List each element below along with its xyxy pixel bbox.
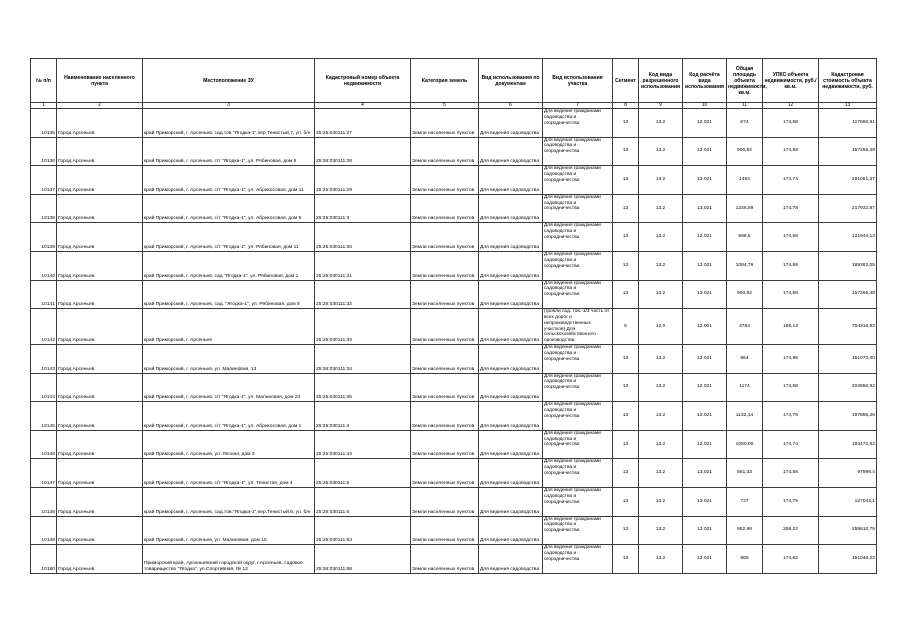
location-address: край Приморский, г. Арсеньев, ул. Малиновая, 13 — [143, 344, 315, 373]
plot-use: (гробли сад. тов.-1/3 часть от всех дорог и непроизводственных участков) Для сельскохозяйственного производства — [543, 309, 613, 345]
column-header: Код расчёта вида использования — [683, 59, 727, 103]
column-header: № п/п — [31, 59, 57, 103]
area: 900,82 — [727, 280, 763, 309]
column-header: Сегмент — [613, 59, 639, 103]
settlement-name: Город Арсеньев — [57, 430, 143, 459]
upks-value: 174,75 — [763, 487, 819, 516]
table-row — [31, 166, 877, 195]
upks-value: 174,79 — [763, 402, 819, 431]
cadastral-value: 189382,05 — [819, 251, 877, 280]
segment: 6 — [613, 309, 639, 345]
header-row — [31, 59, 877, 103]
register-sheet — [30, 58, 876, 574]
plot-use: Для ведения гражданами садоводства и огородничества — [543, 344, 613, 373]
land-category: Земли населенных пунктов — [411, 280, 479, 309]
calculation-code: 12.001 — [683, 309, 727, 345]
cadastral-number: 25:26:030111:6 — [315, 487, 411, 516]
row-number: 10143 — [31, 344, 57, 373]
calculation-code: 13.021 — [683, 373, 727, 402]
cadastral-number: 25:26:030111:3 — [315, 194, 411, 223]
land-category: Земли населенных пунктов — [411, 516, 479, 545]
settlement-name: Город Арсеньев — [57, 373, 143, 402]
row-number: 10144 — [31, 373, 57, 402]
column-number: 2 — [57, 103, 143, 109]
land-category: Земли населенных пунктов — [411, 251, 479, 280]
segment: 13 — [613, 430, 639, 459]
land-category: Земли населенных пунктов — [411, 194, 479, 223]
land-category: Земли населенных пунктов — [411, 402, 479, 431]
column-number: 13 — [819, 103, 877, 109]
plot-use: Для ведения гражданами садоводства и огородничества — [543, 459, 613, 488]
location-address: край Приморский, г. Арсеньев, сад. "Ягодка-1", ул. Рябиновая, дом 8 — [143, 280, 315, 309]
upks-value: 174,78 — [763, 194, 819, 223]
column-number: 5 — [411, 103, 479, 109]
permitted-use-code: 13.2 — [639, 166, 683, 195]
cadastral-value: 217932,87 — [819, 194, 877, 223]
area: 561,33 — [727, 459, 763, 488]
segment: 13 — [613, 459, 639, 488]
cadastral-number: 25:26:030111:34 — [315, 344, 411, 373]
row-number: 10135 — [31, 109, 57, 138]
use-by-documents: Для ведения садоводства — [479, 373, 543, 402]
cadastral-number: 25:26:030111:27 — [315, 109, 411, 138]
settlement-name: Город Арсеньев — [57, 402, 143, 431]
location-address: край Приморский, г. Арсеньев, с/т "Ягодка-1", ул. Абрикосовая, дом 5 — [143, 194, 315, 223]
permitted-use-code: 13.2 — [639, 344, 683, 373]
use-by-documents: Для ведения садоводства — [479, 344, 543, 373]
permitted-use-code: 13.2 — [639, 280, 683, 309]
column-number: 3 — [143, 103, 315, 109]
plot-use: Для ведения гражданами садоводства и огородничества — [543, 487, 613, 516]
settlement-name: Город Арсеньев — [57, 194, 143, 223]
use-by-documents: Для ведения садоводства — [479, 194, 543, 223]
cadastral-number: 25:26:030111:30 — [315, 223, 411, 252]
settlement-name: Город Арсеньев — [57, 487, 143, 516]
calculation-code: 13.021 — [683, 137, 727, 166]
calculation-code: 13.021 — [683, 223, 727, 252]
upks-value: 174,58 — [763, 109, 819, 138]
column-header: Кадастровый номер объекта недвижимости — [315, 59, 411, 103]
calculation-code: 13.021 — [683, 344, 727, 373]
area: 1084,76 — [727, 251, 763, 280]
cadastral-number: 25:26:030111:28 — [315, 137, 411, 166]
cadastral-number: 25:26:030111:31 — [315, 251, 411, 280]
cadastral-number: 25:26:030111:63 — [315, 516, 411, 545]
settlement-name: Город Арсеньев — [57, 109, 143, 138]
row-number: 10148 — [31, 487, 57, 516]
location-address: край Приморский, г. Арсеньев, сад.тов "Ягодка-1",пер Тенистый,7, ул. б/н — [143, 109, 315, 138]
segment: 13 — [613, 223, 639, 252]
plot-use: Для ведения гражданами садоводства и огородничества — [543, 223, 613, 252]
column-header: Общая площадь объекта недвижимости, кв.м. — [727, 59, 763, 103]
location-address: край Приморский, г. Арсеньев, с/т "Ягодка-1", ул. Абрикосовая, дом 1 — [143, 402, 315, 431]
segment: 13 — [613, 516, 639, 545]
land-category: Земли населенных пунктов — [411, 309, 479, 345]
column-header: УПКС объекта недвижимости, руб./кв.м. — [763, 59, 819, 103]
area: 1494 — [727, 166, 763, 195]
cadastral-number: 25:26:030111:32 — [315, 280, 411, 309]
cadastral-value: 183472,52 — [819, 430, 877, 459]
plot-use: Для ведения гражданами садоводства и огородничества — [543, 545, 613, 574]
permitted-use-code: 13.2 — [639, 487, 683, 516]
permitted-use-code: 13.2 — [639, 137, 683, 166]
table-row — [31, 280, 877, 309]
row-number: 10136 — [31, 137, 57, 166]
permitted-use-code: 13.2 — [639, 373, 683, 402]
land-category: Земли населенных пунктов — [411, 109, 479, 138]
table-row — [31, 373, 877, 402]
column-header: Вид использования участка — [543, 59, 613, 103]
area: 865 — [727, 545, 763, 574]
column-number: 10 — [683, 103, 727, 109]
column-header: Категория земель — [411, 59, 479, 103]
upks-value: 174,85 — [763, 344, 819, 373]
settlement-name: Город Арсеньев — [57, 516, 143, 545]
location-address: край Приморский, г. Арсеньев, с/т "Ягодка-1", ул. Рябиновая, дом 6 — [143, 137, 315, 166]
plot-use: Для ведения гражданами садоводства и огородничества — [543, 251, 613, 280]
cadastral-value: 127043,1 — [819, 487, 877, 516]
calculation-code: 13.021 — [683, 194, 727, 223]
permitted-use-code: 12.0 — [639, 309, 683, 345]
settlement-name: Город Арсеньев — [57, 137, 143, 166]
upks-value: 174,58 — [763, 280, 819, 309]
segment: 13 — [613, 251, 639, 280]
cadastral-value: 151070,40 — [819, 344, 877, 373]
column-header: Кадастровая стоимость объекта недвижимости, руб. — [819, 59, 877, 103]
permitted-use-code: 13.2 — [639, 223, 683, 252]
column-number: 4 — [315, 103, 411, 109]
use-by-documents: Для ведения садоводства — [479, 280, 543, 309]
land-category: Земли населенных пунктов — [411, 459, 479, 488]
cadastral-number: 25:26:030111:44 — [315, 430, 411, 459]
segment: 13 — [613, 545, 639, 574]
settlement-name: Город Арсеньев — [57, 459, 143, 488]
use-by-documents: Для ведения садоводства — [479, 516, 543, 545]
segment: 13 — [613, 402, 639, 431]
cadastral-table — [30, 58, 877, 574]
location-address: край Приморский, г. Арсеньев, с/т "Ягодка-1", ул. Абрикосовая, дом 11 — [143, 166, 315, 195]
cadastral-number: 25:26:030111:35 — [315, 373, 411, 402]
calculation-code: 13.021 — [683, 402, 727, 431]
segment: 13 — [613, 373, 639, 402]
upks-value: 174,74 — [763, 166, 819, 195]
land-category: Земли населенных пунктов — [411, 137, 479, 166]
table-row — [31, 402, 877, 431]
segment: 13 — [613, 109, 639, 138]
plot-use: Для ведения гражданами садоводства и огородничества — [543, 166, 613, 195]
cadastral-number: 25:26:030111:5 — [315, 459, 411, 488]
area: 3784 — [727, 309, 763, 345]
cadastral-value: 261061,37 — [819, 166, 877, 195]
area: 1174 — [727, 373, 763, 402]
permitted-use-code: 13.2 — [639, 545, 683, 574]
column-number: 7 — [543, 103, 613, 109]
use-by-documents: Для ведения садоводства — [479, 309, 543, 345]
row-number: 10139 — [31, 223, 57, 252]
table-row — [31, 309, 877, 345]
use-by-documents: Для ведения садоводства — [479, 487, 543, 516]
calculation-code: 13.021 — [683, 280, 727, 309]
cadastral-value: 117666,91 — [819, 109, 877, 138]
settlement-name: Город Арсеньев — [57, 309, 143, 345]
upks-value: 174,62 — [763, 545, 819, 574]
cadastral-value: 121944,13 — [819, 223, 877, 252]
calculation-code: 13.021 — [683, 459, 727, 488]
use-by-documents: Для ведения садоводства — [479, 251, 543, 280]
location-address: край Приморский, г. Арсеньев, с/т "Ягодка-1", ул. Рябиновая, дом 11 — [143, 223, 315, 252]
settlement-name: Город Арсеньев — [57, 251, 143, 280]
column-header: Вид использования по документам — [479, 59, 543, 103]
area: 1132,14 — [727, 402, 763, 431]
table-row — [31, 137, 877, 166]
upks-value: 174,58 — [763, 137, 819, 166]
upks-value: 186,13 — [763, 309, 819, 345]
location-address: край Приморский, г. Арсеньев, сад.тов."Ягодка-1",пер.Тенистый,6, ул. б/н — [143, 487, 315, 516]
cadastral-value: 151046,22 — [819, 545, 877, 574]
location-address: край Приморский, г. Арсеньев, ул. Лесная, дом 3 — [143, 430, 315, 459]
use-by-documents: Для ведения садоводства — [479, 137, 543, 166]
land-category: Земли населенных пунктов — [411, 430, 479, 459]
column-number: 12 — [763, 103, 819, 109]
table-row — [31, 251, 877, 280]
cadastral-value: 197886,26 — [819, 402, 877, 431]
row-number: 10150 — [31, 545, 57, 574]
use-by-documents: Для ведения садоводства — [479, 166, 543, 195]
row-number: 10137 — [31, 166, 57, 195]
cadastral-value: 97999,4 — [819, 459, 877, 488]
use-by-documents: Для ведения садоводства — [479, 459, 543, 488]
area: 1050,00 — [727, 430, 763, 459]
plot-use: Для ведения гражданами садоводства и огородничества — [543, 194, 613, 223]
upks-value: 174,74 — [763, 430, 819, 459]
permitted-use-code: 13.2 — [639, 109, 683, 138]
location-address: край Приморский, г. Арсеньев, с/т "Ягодка-1", ул. Малиновая, дом 24 — [143, 373, 315, 402]
plot-use: Для ведения гражданами садоводства и огородничества — [543, 137, 613, 166]
location-address: край Приморский, г. Арсеньев, ул. Малиновая, дом 15 — [143, 516, 315, 545]
settlement-name: Город Арсеньев — [57, 223, 143, 252]
column-number: 1 — [31, 103, 57, 109]
upks-value: 268,22 — [763, 516, 819, 545]
calculation-code: 13.021 — [683, 251, 727, 280]
table-row — [31, 344, 877, 373]
permitted-use-code: 13.2 — [639, 402, 683, 431]
segment: 13 — [613, 487, 639, 516]
column-header: Местоположение ЗУ — [143, 59, 315, 103]
use-by-documents: Для ведения садоводства — [479, 402, 543, 431]
land-category: Земли населенных пунктов — [411, 223, 479, 252]
settlement-name: Город Арсеньев — [57, 280, 143, 309]
permitted-use-code: 13.2 — [639, 459, 683, 488]
cadastral-value: 157266,48 — [819, 137, 877, 166]
use-by-documents: Для ведения садоводства — [479, 430, 543, 459]
land-category: Земли населенных пунктов — [411, 373, 479, 402]
row-number: 10141 — [31, 280, 57, 309]
upks-value: 174,58 — [763, 459, 819, 488]
plot-use: Для ведения гражданами садоводства и огородничества — [543, 430, 613, 459]
area: 674 — [727, 109, 763, 138]
area: 900,82 — [727, 137, 763, 166]
upks-value: 174,58 — [763, 373, 819, 402]
row-number: 10145 — [31, 402, 57, 431]
calculation-code: 13.021 — [683, 516, 727, 545]
table-row — [31, 545, 877, 574]
area: 952,98 — [727, 516, 763, 545]
column-number: 9 — [639, 103, 683, 109]
segment: 13 — [613, 137, 639, 166]
cadastral-number: 25:26:030111:33 — [315, 309, 411, 345]
permitted-use-code: 13.2 — [639, 251, 683, 280]
settlement-name: Город Арсеньев — [57, 545, 143, 574]
segment: 13 — [613, 344, 639, 373]
plot-use: Для ведения гражданами садоводства и огородничества — [543, 280, 613, 309]
plot-use: Для ведения гражданами садоводства и огородничества — [543, 109, 613, 138]
table-row — [31, 516, 877, 545]
area: 864 — [727, 344, 763, 373]
table-row — [31, 223, 877, 252]
permitted-use-code: 13.2 — [639, 430, 683, 459]
table-row — [31, 109, 877, 138]
land-category: Земли населенных пунктов — [411, 344, 479, 373]
use-by-documents: Для ведения садоводства — [479, 545, 543, 574]
cadastral-value: 704316,92 — [819, 309, 877, 345]
calculation-code: 13.021 — [683, 545, 727, 574]
upks-value: 174,58 — [763, 223, 819, 252]
plot-use: Для ведения гражданами садоводства и огородничества — [543, 402, 613, 431]
location-address: край Приморский, г. Арсеньев, сад "Ягодка-1", ул. Рябиновая, дом 1 — [143, 251, 315, 280]
column-number: 8 — [613, 103, 639, 109]
cadastral-value: 157266,48 — [819, 280, 877, 309]
calculation-code: 13.021 — [683, 487, 727, 516]
location-address: край Приморский, г. Арсеньев, с/т "Ягодка-1", ул. Тенистая, дом 4 — [143, 459, 315, 488]
land-category: Земли населенных пунктов — [411, 487, 479, 516]
location-address: Приморский край, Арсеньевский городской округ, г.Арсеньев, садовое товарищество "Ягодка", ул.Спортивная, № 12 — [143, 545, 315, 574]
settlement-name: Город Арсеньев — [57, 166, 143, 195]
row-number: 10142 — [31, 309, 57, 345]
area: 727 — [727, 487, 763, 516]
segment: 13 — [613, 166, 639, 195]
use-by-documents: Для ведения садоводства — [479, 223, 543, 252]
cadastral-value: 204956,92 — [819, 373, 877, 402]
row-number: 10140 — [31, 251, 57, 280]
table-row — [31, 194, 877, 223]
row-number: 10147 — [31, 459, 57, 488]
calculation-code: 13.021 — [683, 430, 727, 459]
table-row — [31, 459, 877, 488]
permitted-use-code: 13.2 — [639, 194, 683, 223]
settlement-name: Город Арсеньев — [57, 344, 143, 373]
column-header: Наименование населенного пункта — [57, 59, 143, 103]
land-category: Земли населенных пунктов — [411, 545, 479, 574]
cadastral-number: 25:26:030111:29 — [315, 166, 411, 195]
calculation-code: 13.021 — [683, 109, 727, 138]
column-header: Код вида разрешенного использования — [639, 59, 683, 103]
plot-use: Для ведения гражданами садоводства и огородничества — [543, 373, 613, 402]
plot-use: Для ведения гражданами садоводства и огородничества — [543, 516, 613, 545]
table-body — [31, 109, 877, 574]
cadastral-number: 25:26:030111:4 — [315, 402, 411, 431]
segment: 13 — [613, 280, 639, 309]
row-number: 10149 — [31, 516, 57, 545]
column-number: 11 — [727, 103, 763, 109]
upks-value: 174,58 — [763, 251, 819, 280]
use-by-documents: Для ведения садоводства — [479, 109, 543, 138]
table-row — [31, 430, 877, 459]
area: 1246,89 — [727, 194, 763, 223]
row-number: 10146 — [31, 430, 57, 459]
location-address: край Приморский, г. Арсеньев — [143, 309, 315, 345]
table-row — [31, 487, 877, 516]
land-category: Земли населенных пунктов — [411, 166, 479, 195]
calculation-code: 13.021 — [683, 166, 727, 195]
row-number: 10138 — [31, 194, 57, 223]
permitted-use-code: 13.2 — [639, 516, 683, 545]
cadastral-value: 255610,79 — [819, 516, 877, 545]
area: 698,5 — [727, 223, 763, 252]
column-number: 6 — [479, 103, 543, 109]
cadastral-number: 25:26:030111:68 — [315, 545, 411, 574]
segment: 13 — [613, 194, 639, 223]
